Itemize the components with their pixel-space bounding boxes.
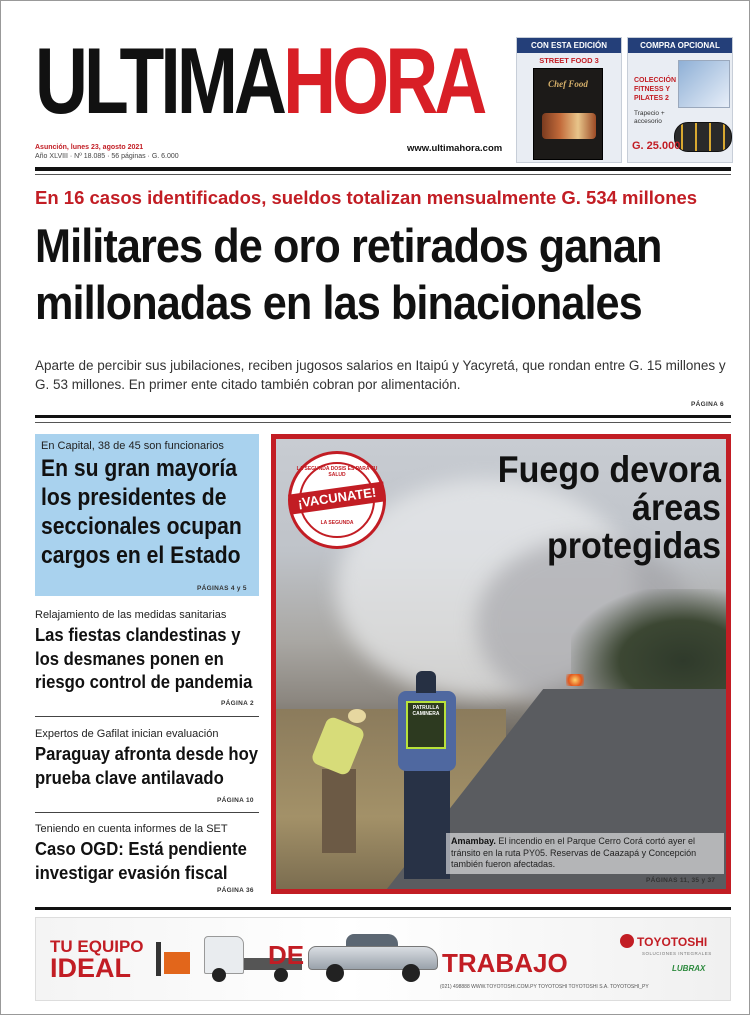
forklift-mast — [156, 942, 161, 976]
lead-page-ref: PÁGINA 6 — [691, 401, 724, 408]
promo-title: STREET FOOD 3 — [539, 56, 599, 65]
pickup-wheel — [402, 964, 420, 982]
brand-tagline: SOLUCIONES INTEGRALES — [642, 951, 712, 956]
partner-logo: LUBRAX — [672, 964, 706, 973]
officer-head — [416, 671, 436, 693]
story-headline: Caso OGD: Está pendiente investigar evasión fiscal — [35, 838, 247, 883]
masthead-rule — [35, 167, 731, 171]
section-rule-thin — [35, 422, 731, 423]
feature-page-ref: PÁGINAS 11, 35 y 37 — [646, 877, 716, 884]
section-rule — [35, 415, 731, 418]
ad-trabajo: TRABAJO — [442, 948, 568, 978]
edition-info — [35, 143, 179, 161]
story-gafilat[interactable] — [35, 728, 259, 789]
truck-cab — [204, 936, 244, 974]
vaccination-badge[interactable] — [288, 451, 386, 549]
ad-brand — [620, 934, 707, 949]
promo-header: COMPRA OPCIONAL — [628, 38, 732, 53]
badge-top-text: LA SEGUNDA DOSIS ES PARA TU SALUD — [296, 466, 378, 478]
food-photo — [542, 113, 596, 139]
story-ogd[interactable] — [35, 823, 259, 884]
masthead-rule-thin — [35, 174, 731, 175]
story-headline: Paraguay afronta desde hoy prueba clave antilavado — [35, 743, 259, 788]
vest-label: PATRULLA CAMINERA — [412, 705, 440, 717]
pilates-poster-image — [678, 60, 730, 108]
book-brand: Chef Food — [548, 79, 588, 89]
headline-line-2: millonadas en las binacionales — [35, 276, 642, 329]
story-page-ref: PÁGINA 10 — [217, 797, 254, 804]
lead-kicker[interactable]: En 16 casos identificados, sueldos totalizan mensualmente G. 534 millones — [35, 187, 698, 208]
story-kicker: Expertos de Gafilat inician evaluación — [35, 728, 219, 740]
column-divider — [35, 716, 259, 717]
column-divider — [35, 812, 259, 813]
edition-line: Año XLVIII · Nº 18.085 · 56 páginas · G. 6.000 — [35, 153, 179, 160]
worker-hat — [348, 709, 366, 723]
promo-title: COLECCIÓN FITNESS Y PILATES 2 — [634, 77, 676, 102]
lead-headline[interactable] — [35, 217, 679, 331]
ad-contact-line: (021) 498888 WWW.TOYOTOSHI.COM.PY TOYOTOSHI TOYOTOSHI S.A. TOYOTOSHI_PY — [440, 984, 649, 990]
lead-body: Aparte de percibir sus jubilaciones, reciben jugosos salarios en Itaipú y Yacyretá, que rondan entre G. 15 millones y G. 53 millones. En primer ente citado también cobran por alimentación. — [35, 358, 726, 392]
caption-place: Amambay. — [451, 836, 496, 846]
badge-bottom-text: LA SEGUNDA — [320, 520, 354, 526]
cookbook-image — [533, 68, 603, 160]
pickup-wheel — [326, 964, 344, 982]
featured-headline: En su gran mayoría los presidentes de seccionales ocupan cargos en el Estado — [41, 455, 242, 569]
website-link[interactable]: www.ultimahora.com — [407, 143, 503, 154]
feature-headline[interactable]: Fuego devora áreas protegidas — [497, 449, 721, 566]
worker-figure — [312, 709, 366, 859]
story-page-ref: PÁGINA 36 — [217, 887, 254, 894]
toyotoshi-ad[interactable] — [35, 917, 731, 1001]
story-page-ref: PÁGINA 2 — [221, 700, 254, 707]
footer-rule — [35, 907, 731, 910]
promo-fitness[interactable] — [627, 37, 733, 163]
date-line: Asunción, lunes 23, agosto 2021 — [35, 144, 144, 151]
truck-wheel — [212, 968, 226, 982]
foam-roller-image — [674, 122, 732, 152]
ad-de: DE — [268, 940, 305, 970]
featured-story-box[interactable] — [35, 434, 259, 596]
photo-caption — [446, 833, 724, 874]
story-kicker: Relajamiento de las medidas sanitarias — [35, 609, 227, 621]
fire-feature[interactable] — [271, 434, 731, 894]
promo-price: G. 25.000 — [632, 140, 681, 152]
brand-name: TOYOTOSHI — [637, 935, 708, 949]
logo-ultima: ULTIMA — [35, 28, 284, 133]
story-pandemia[interactable] — [35, 609, 259, 694]
featured-page-ref: PÁGINAS 4 y 5 — [197, 585, 247, 592]
worker-legs — [322, 769, 356, 853]
worker-torso — [310, 715, 366, 776]
officer-vest — [406, 701, 446, 749]
promo-street-food[interactable] — [516, 37, 622, 163]
brand-logo-icon — [620, 934, 634, 948]
caption-text: El incendio en el Parque Cerro Corá cortó ayer el tránsito en la ruta PY05. Reservas de Caazapá y Concepción también fueron afectadas. — [451, 836, 697, 869]
promo-header: CON ESTA EDICIÓN — [517, 38, 621, 53]
ad-line-1: TU EQUIPO — [50, 937, 144, 956]
headline-line-1: Militares de oro retirados ganan — [35, 219, 662, 272]
story-kicker: Teniendo en cuenta informes de la SET — [35, 823, 228, 835]
forklift-body — [164, 952, 190, 974]
officer-legs — [404, 769, 450, 879]
badge-main-text: ¡VACUNATE! — [288, 481, 386, 514]
story-headline: Las fiestas clandestinas y los desmanes ponen en riesgo control de pandemia — [35, 624, 253, 692]
masthead — [35, 28, 505, 160]
fire-glow — [566, 674, 584, 686]
newspaper-logo[interactable] — [35, 28, 484, 133]
ad-line-2: IDEAL — [50, 953, 131, 983]
logo-hora: HORA — [283, 28, 484, 133]
pickup-truck-icon — [308, 932, 440, 984]
forklift-icon — [154, 942, 200, 980]
promo-note: Trapecio + accesorio — [634, 110, 665, 125]
featured-kicker: En Capital, 38 de 45 son funcionarios — [41, 440, 224, 452]
